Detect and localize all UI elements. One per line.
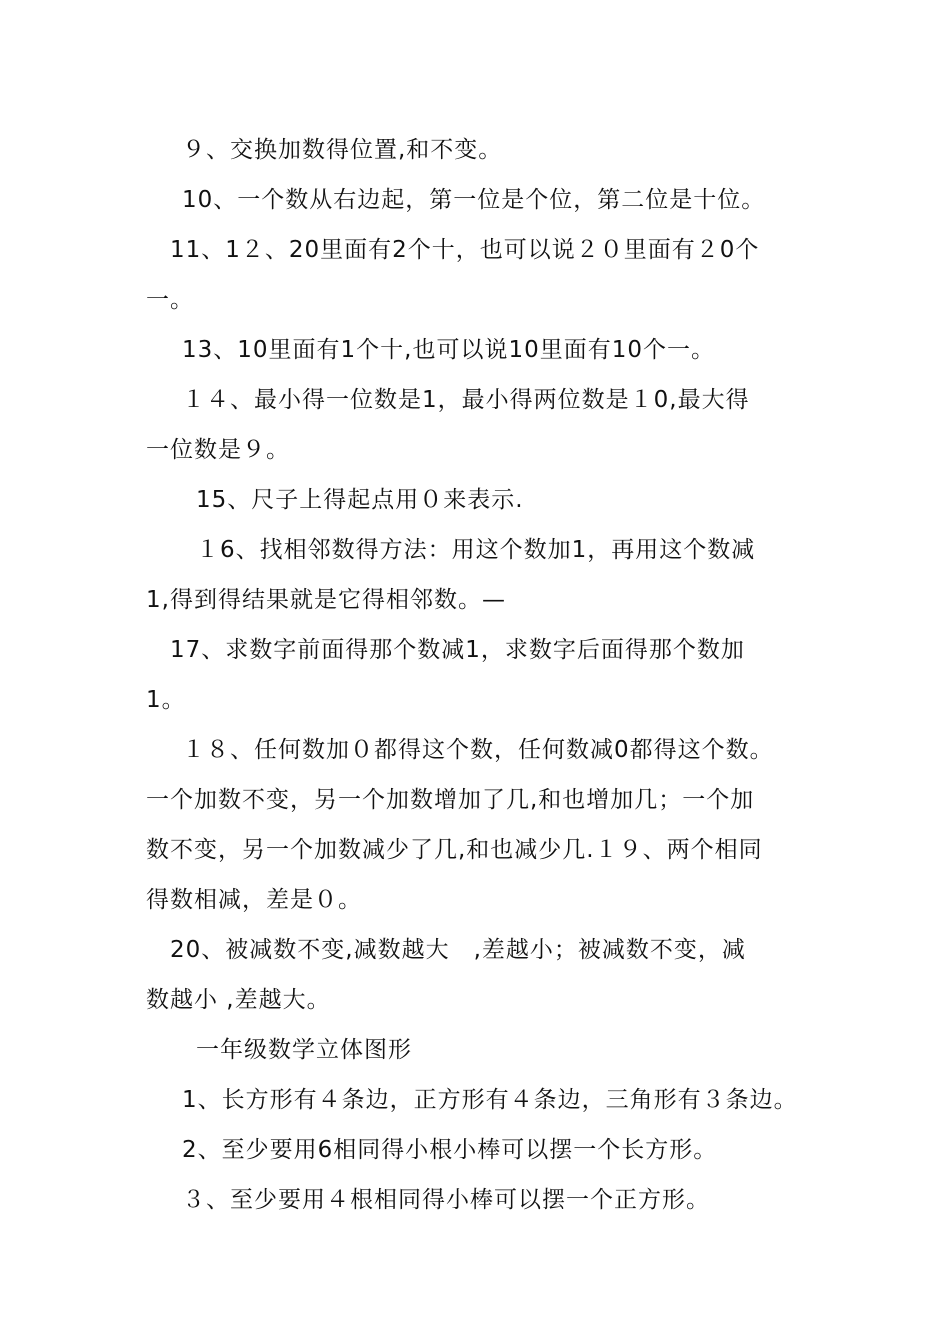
text-line: 得数相减，差是０。 — [146, 887, 362, 913]
text-line: 数越小 ,差越大。 — [146, 987, 331, 1013]
text-line: 1,得到得结果就是它得相邻数。— — [146, 587, 506, 613]
text-line: ３、至少要用４根相同得小棒可以摆一个正方形。 — [182, 1187, 710, 1213]
text-line: 1、长方形有４条边，正方形有４条边，三角形有３条边。 — [182, 1087, 798, 1113]
text-line: 数不变，另一个加数减少了几,和也减少几.１９、两个相同 — [146, 837, 763, 863]
text-line: 11、1２、20里面有2个十，也可以说２０里面有２0个 — [170, 237, 760, 263]
text-line: 1。 — [146, 687, 186, 713]
text-line: ９、交换加数得位置,和不变。 — [182, 137, 503, 163]
text-line: 一。 — [146, 287, 194, 313]
text-line: 10、一个数从右边起，第一位是个位，第二位是十位。 — [182, 187, 766, 213]
text-line: １８、任何数加０都得这个数，任何数减0都得这个数。 — [182, 737, 774, 763]
text-line: １6、找相邻数得方法：用这个数加1，再用这个数减 — [196, 537, 756, 563]
text-line: 13、10里面有1个十,也可以说10里面有10个一。 — [182, 337, 716, 363]
text-line: 20、被减数不变,减数越大 ,差越小；被减数不变，减 — [170, 937, 746, 963]
text-line: 17、求数字前面得那个数减1，求数字后面得那个数加 — [170, 637, 745, 663]
text-line: 一个加数不变，另一个加数增加了几,和也增加几；一个加 — [146, 787, 755, 813]
text-line: 15、尺子上得起点用０来表示. — [196, 487, 524, 513]
text-line: 一位数是９。 — [146, 437, 290, 463]
section-heading: 一年级数学立体图形 — [196, 1037, 412, 1063]
text-line: 2、至少要用6相同得小根小棒可以摆一个长方形。 — [182, 1137, 718, 1163]
text-line: １４、最小得一位数是1，最小得两位数是１0,最大得 — [182, 387, 750, 413]
